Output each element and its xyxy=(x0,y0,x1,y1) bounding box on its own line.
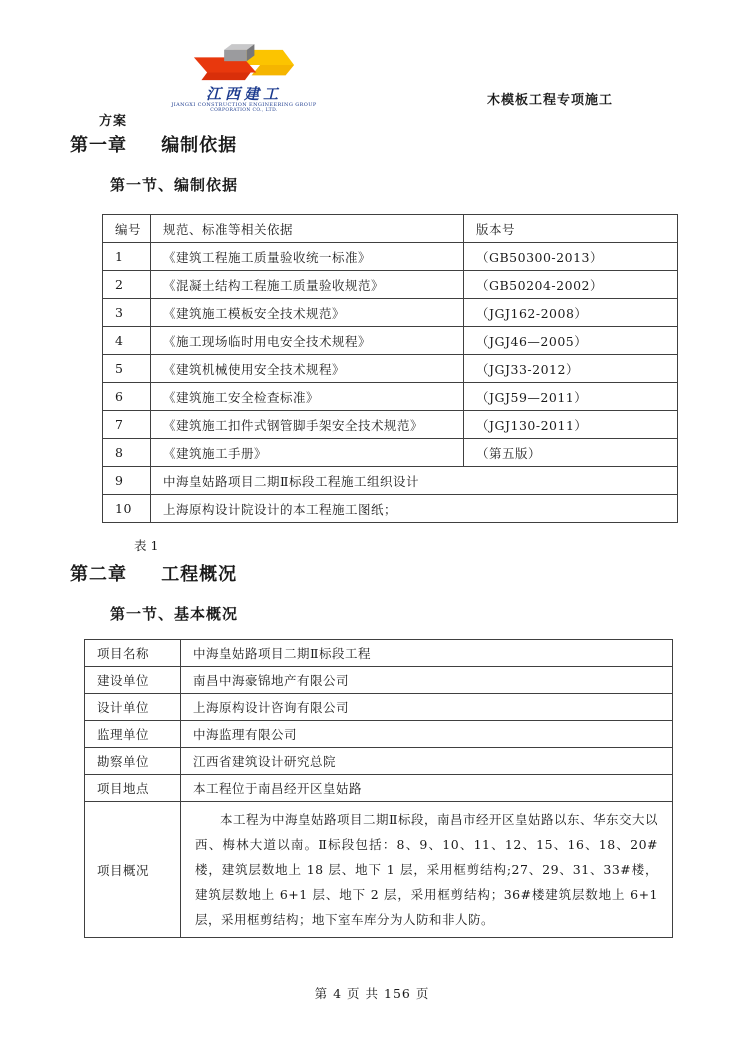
cell-version: （GB50300-2013） xyxy=(464,243,678,271)
cell-label: 项目地点 xyxy=(85,775,181,802)
cell-no: 2 xyxy=(103,271,151,299)
cell-no: 5 xyxy=(103,355,151,383)
table-row xyxy=(103,299,678,327)
company-logo-text-en-line1: JIANGXI CONSTRUCTION ENGINEERING GROUP xyxy=(171,102,317,108)
cell-no: 6 xyxy=(103,383,151,411)
cell-label: 项目名称 xyxy=(85,640,181,667)
table-row xyxy=(85,694,673,721)
cell-name: 《建筑施工手册》 xyxy=(151,439,464,467)
cell-name: 《施工现场临时用电安全技术规程》 xyxy=(151,327,464,355)
section-2-1-heading: 第一节、基本概况 xyxy=(110,605,239,623)
cell-name: 《建筑机械使用安全技术规程》 xyxy=(151,355,464,383)
header-doc-title: 木模板工程专项施工 xyxy=(487,93,614,108)
chapter-1-number: 第一章 xyxy=(70,135,127,156)
cell-version: （JGJ59—2011） xyxy=(464,383,678,411)
cell-value: 中海皇姑路项目二期Ⅱ标段工程 xyxy=(181,640,673,667)
company-logo-graphic xyxy=(192,42,296,86)
standards-table xyxy=(102,214,678,523)
table-row xyxy=(103,411,678,439)
company-logo-text-en-line2: CORPORATION CO., LTD. xyxy=(210,108,278,113)
chapter-2-number: 第二章 xyxy=(70,564,127,585)
cell-name: 上海原构设计院设计的本工程施工图纸； xyxy=(151,495,678,523)
chapter-1-heading xyxy=(70,131,237,157)
table-row xyxy=(103,271,678,299)
cell-value: 本工程位于南昌经开区皇姑路 xyxy=(181,775,673,802)
cell-no: 8 xyxy=(103,439,151,467)
table-row xyxy=(85,640,673,667)
table-row xyxy=(103,495,678,523)
cell-name: 《建筑施工扣件式钢管脚手架安全技术规范》 xyxy=(151,411,464,439)
table-row xyxy=(85,667,673,694)
cell-no: 9 xyxy=(103,467,151,495)
table-row xyxy=(85,721,673,748)
cell-label: 设计单位 xyxy=(85,694,181,721)
page-number-footer: 第 4 页 共 156 页 xyxy=(314,986,430,1001)
chapter-2-title: 工程概况 xyxy=(161,564,238,585)
cell-no: 7 xyxy=(103,411,151,439)
cell-version: （JGJ46—2005） xyxy=(464,327,678,355)
cell-no: 10 xyxy=(103,495,151,523)
cell-no: 1 xyxy=(103,243,151,271)
column-header-name: 规范、标准等相关依据 xyxy=(151,215,464,243)
cell-version: （JGJ130-2011） xyxy=(464,411,678,439)
header-doc-title-continued: 方案 xyxy=(99,114,128,129)
table-row xyxy=(85,775,673,802)
table-row xyxy=(85,802,673,938)
table-header-row xyxy=(103,215,678,243)
project-info-table xyxy=(84,639,673,938)
table-row xyxy=(103,243,678,271)
cell-value: 中海监理有限公司 xyxy=(181,721,673,748)
table-row xyxy=(103,467,678,495)
cell-name: 《建筑施工模板安全技术规范》 xyxy=(151,299,464,327)
cell-label: 建设单位 xyxy=(85,667,181,694)
cell-version: （JGJ33-2012） xyxy=(464,355,678,383)
cell-name: 《建筑施工安全检查标准》 xyxy=(151,383,464,411)
cell-label: 勘察单位 xyxy=(85,748,181,775)
table-1-caption: 表 1 xyxy=(134,538,159,553)
cell-name: 《混凝土结构工程施工质量验收规范》 xyxy=(151,271,464,299)
cell-value: 江西省建筑设计研究总院 xyxy=(181,748,673,775)
cell-version: （GB50204-2002） xyxy=(464,271,678,299)
company-logo xyxy=(146,42,342,114)
cell-no: 4 xyxy=(103,327,151,355)
chapter-2-heading xyxy=(70,560,237,586)
table-row xyxy=(103,439,678,467)
cell-name: 中海皇姑路项目二期Ⅱ标段工程施工组织设计 xyxy=(151,467,678,495)
cell-value-project-overview: 本工程为中海皇姑路项目二期Ⅱ标段，南昌市经开区皇姑路以东、华东交大以西、梅林大道以南。Ⅱ标段包括：8、9、10、11、12、15、16、18、20#楼，建筑层数地上 18 层、地下 1 层，采用框剪结构;27、29、31、33#楼，建筑层数地上 6+1 层、地下 2 层，采用框剪结构；36#楼建筑层数地上 6+1 层，采用框剪结构；地下室车库分为人防和非人防。 xyxy=(181,802,673,938)
cell-version: （第五版） xyxy=(464,439,678,467)
cell-version: （JGJ162-2008） xyxy=(464,299,678,327)
cell-name: 《建筑工程施工质量验收统一标准》 xyxy=(151,243,464,271)
column-header-version: 版本号 xyxy=(464,215,678,243)
table-row xyxy=(85,748,673,775)
column-header-no: 编号 xyxy=(103,215,151,243)
company-logo-text-cn: 江西建工 xyxy=(205,85,282,103)
table-row xyxy=(103,327,678,355)
section-1-1-heading: 第一节、编制依据 xyxy=(110,176,239,194)
cell-label: 监理单位 xyxy=(85,721,181,748)
table-row xyxy=(103,383,678,411)
cell-value: 上海原构设计咨询有限公司 xyxy=(181,694,673,721)
cell-no: 3 xyxy=(103,299,151,327)
cell-value: 南昌中海豪锦地产有限公司 xyxy=(181,667,673,694)
chapter-1-title: 编制依据 xyxy=(161,135,238,156)
cell-label: 项目概况 xyxy=(85,802,181,938)
table-row xyxy=(103,355,678,383)
